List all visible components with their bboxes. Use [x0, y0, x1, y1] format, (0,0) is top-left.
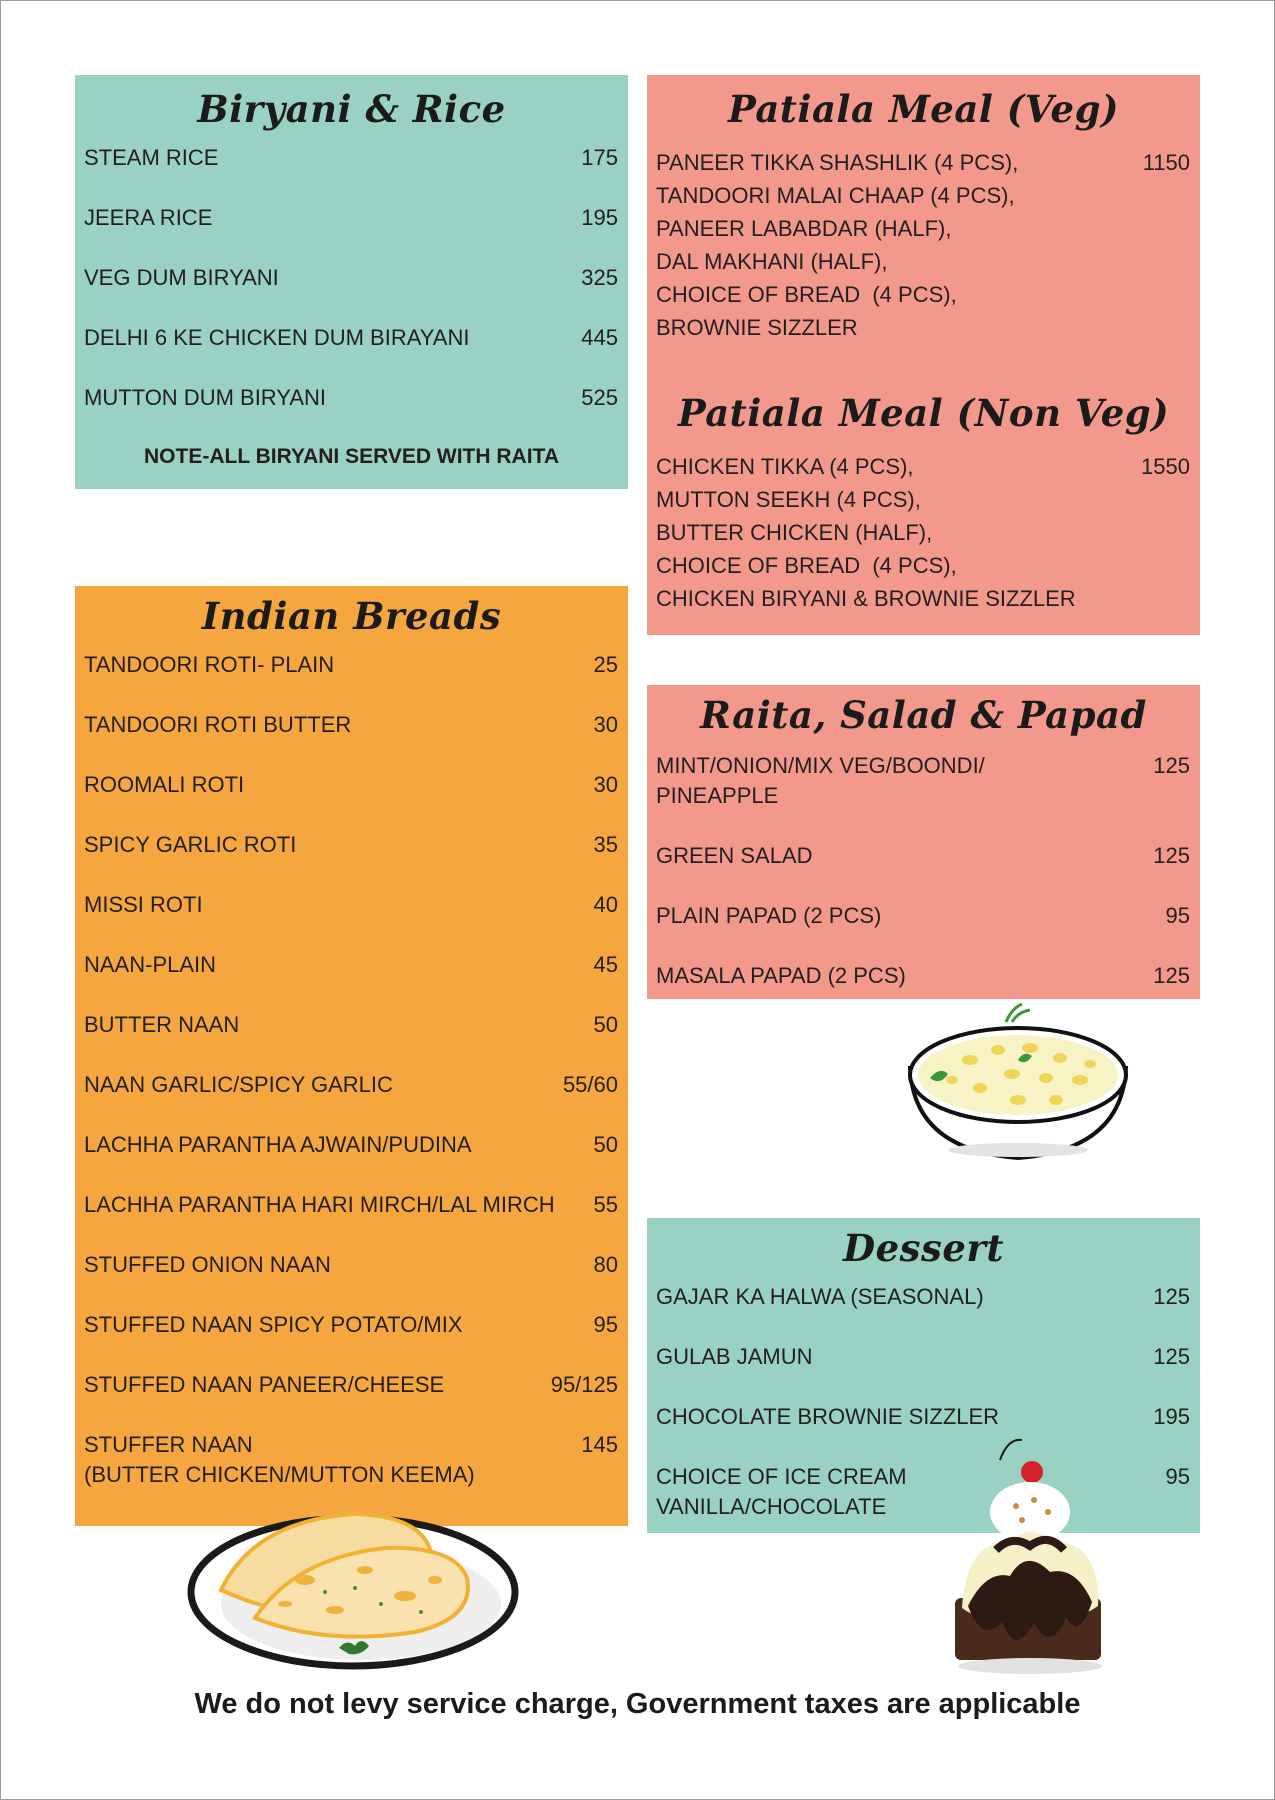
item-price: 1550 — [1141, 454, 1190, 479]
biryani-rice-title: Biryani & Rice — [197, 87, 506, 131]
item-name: LACHHA PARANTHA AJWAIN/PUDINA — [84, 1132, 472, 1157]
raita-salad-papad-section — [647, 685, 1200, 999]
item-name: MASALA PAPAD (2 PCS) — [656, 963, 906, 988]
item-name: TANDOORI ROTI- PLAIN — [84, 652, 335, 677]
item-price: 145 — [581, 1432, 618, 1457]
item-price: 445 — [581, 325, 618, 350]
biryani-note: NOTE-ALL BIRYANI SERVED WITH RAITA — [144, 445, 559, 468]
item-name: DELHI 6 KE CHICKEN DUM BIRAYANI — [84, 325, 470, 350]
item-price: 125 — [1153, 843, 1190, 868]
item-price: 95 — [1165, 1464, 1190, 1489]
item-name: NAAN-PLAIN — [84, 952, 217, 977]
biryani-rice-section — [75, 75, 628, 489]
indian-breads-title: Indian Breads — [201, 594, 502, 638]
item-name: STEAM RICE — [84, 145, 219, 170]
raita-bowl-illustration — [900, 1000, 1140, 1170]
item-price: 1150 — [1142, 150, 1190, 175]
patiala-veg-title: Patiala Meal (Veg) — [728, 87, 1119, 131]
item-price: 125 — [1153, 1344, 1190, 1369]
item-name: LACHHA PARANTHA HARI MIRCH/LAL MIRCH — [84, 1192, 555, 1217]
item-price: 30 — [593, 712, 618, 737]
item-price: 125 — [1153, 753, 1190, 778]
item-price: 50 — [593, 1132, 618, 1157]
meal-line-text: CHICKEN BIRYANI & BROWNIE SIZZLER — [656, 586, 1076, 611]
patiala-nonveg-title: Patiala Meal (Non Veg) — [677, 391, 1170, 435]
meal-line-text: BUTTER CHICKEN (HALF), — [656, 520, 933, 545]
item-price: 125 — [1153, 963, 1190, 988]
item-price: 50 — [593, 1012, 618, 1037]
item-name: SPICY GARLIC ROTI — [84, 832, 297, 857]
item-name: GREEN SALAD — [656, 843, 813, 868]
meal-line-text: MUTTON SEEKH (4 PCS), — [656, 487, 921, 512]
raita-salad-papad-title: Raita, Salad & Papad — [700, 693, 1147, 737]
item-name: CHOCOLATE BROWNIE SIZZLER — [656, 1404, 1000, 1429]
item-name: STUFFED NAAN PANEER/CHEESE — [84, 1372, 445, 1397]
item-price: 95/125 — [550, 1372, 618, 1397]
patiala-meal-section — [647, 75, 1200, 635]
item-price: 195 — [1153, 1404, 1190, 1429]
indian-breads-section — [75, 586, 628, 1526]
item-name: MINT/ONION/MIX VEG/BOONDI/ PINEAPPLE — [656, 753, 985, 808]
dessert-title: Dessert — [843, 1226, 1004, 1270]
item-name: GULAB JAMUN — [656, 1344, 813, 1369]
item-name: VEG DUM BIRYANI — [84, 265, 279, 290]
item-name: CHOICE OF ICE CREAM VANILLA/CHOCOLATE — [656, 1464, 907, 1519]
item-price: 95 — [1165, 903, 1190, 928]
meal-line-text: DAL MAKHANI (HALF), — [656, 249, 888, 274]
item-price: 195 — [581, 205, 618, 230]
item-name: STUFFED NAAN SPICY POTATO/MIX — [84, 1312, 463, 1337]
item-price: 125 — [1153, 1284, 1190, 1309]
item-price: 25 — [593, 652, 618, 677]
sundae-illustration — [930, 1430, 1140, 1680]
item-price: 80 — [593, 1252, 618, 1277]
item-name: TANDOORI ROTI BUTTER — [84, 712, 352, 737]
naan-plate-illustration — [185, 1500, 520, 1675]
item-price: 175 — [581, 145, 618, 170]
meal-line-text: TANDOORI MALAI CHAAP (4 PCS), — [656, 183, 1015, 208]
item-price: 45 — [593, 952, 618, 977]
item-name: ROOMALI ROTI — [84, 772, 245, 797]
item-name: MUTTON DUM BIRYANI — [84, 385, 327, 410]
meal-line-text: BROWNIE SIZZLER — [656, 315, 858, 340]
item-price: 95 — [593, 1312, 618, 1337]
service-charge-note: We do not levy service charge, Government taxes are applicable — [194, 1688, 1081, 1720]
item-name: STUFFER NAAN (BUTTER CHICKEN/MUTTON KEEMA) — [84, 1432, 475, 1487]
meal-line-text: PANEER TIKKA SHASHLIK (4 PCS), — [656, 150, 1019, 175]
meal-line-text: PANEER LABABDAR (HALF), — [656, 216, 952, 241]
item-name: MISSI ROTI — [84, 892, 203, 917]
item-price: 55/60 — [562, 1072, 618, 1097]
item-price: 30 — [593, 772, 618, 797]
item-price: 525 — [581, 385, 618, 410]
item-name: BUTTER NAAN — [84, 1012, 240, 1037]
item-name: JEERA RICE — [84, 205, 213, 230]
item-price: 55 — [593, 1192, 618, 1217]
item-price: 35 — [593, 832, 618, 857]
item-name: GAJAR KA HALWA (SEASONAL) — [656, 1284, 984, 1309]
item-price: 325 — [581, 265, 618, 290]
item-name: STUFFED ONION NAAN — [84, 1252, 331, 1277]
item-price: 40 — [593, 892, 618, 917]
meal-line-text: CHOICE OF BREAD (4 PCS), — [656, 282, 957, 307]
meal-line-text: CHOICE OF BREAD (4 PCS), — [656, 553, 957, 578]
item-name: PLAIN PAPAD (2 PCS) — [656, 903, 882, 928]
meal-line-text: CHICKEN TIKKA (4 PCS), — [656, 454, 914, 479]
item-name: NAAN GARLIC/SPICY GARLIC — [84, 1072, 393, 1097]
